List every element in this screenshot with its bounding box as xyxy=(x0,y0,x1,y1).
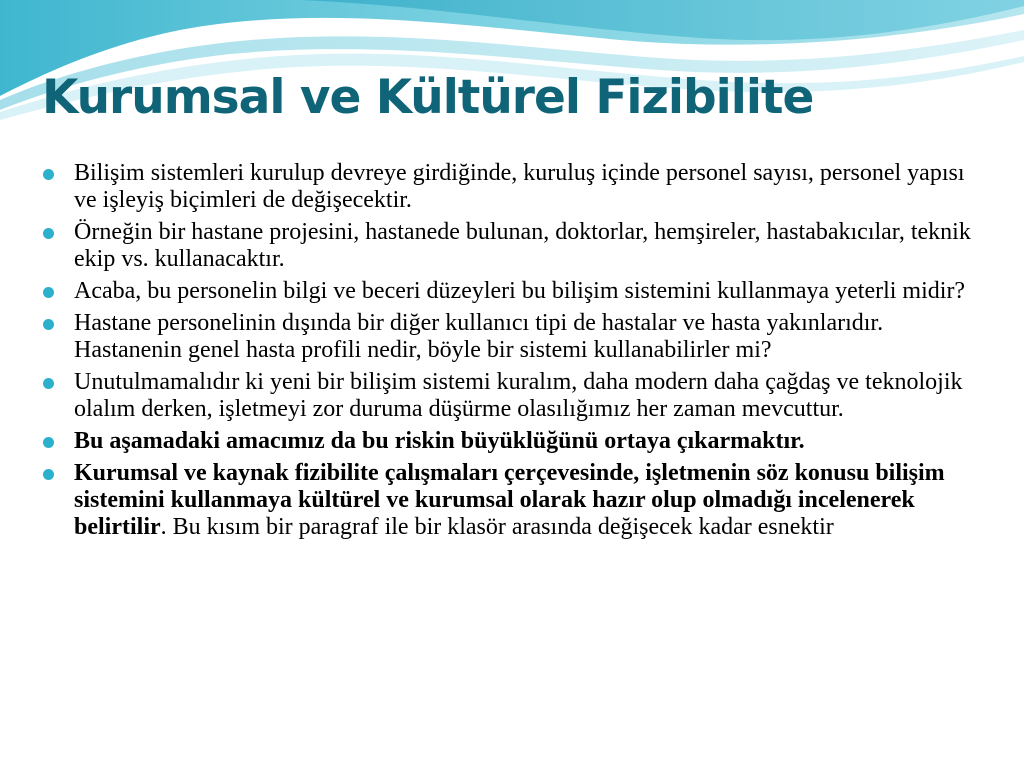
bullet-text-bold: Kurumsal ve kaynak fizibilite çalışmaları çerçevesinde, işletmenin söz konusu bilişim sistemini kullanmaya kültürel ve kurumsal olarak hazır olup olmadığı incelenerek belirtilir xyxy=(74,460,945,540)
bullet-text: Hastane personelinin dışında bir diğer kullanıcı tipi de hastalar ve hasta yakınlarıdır. Hastanenin genel hasta profili nedir, böyle bir sistemi kullanabilirler mi? xyxy=(74,310,884,363)
bullet-item xyxy=(40,219,990,273)
bullet-text: Unutulmamalıdır ki yeni bir bilişim sistemi kuralım, daha modern daha çağdaş ve teknolojik olalım derken, işletmeyi zor duruma düşürme olasılığımız her zaman mevcuttur. xyxy=(74,369,963,422)
bullet-item xyxy=(40,428,990,455)
bullet-item xyxy=(40,310,990,364)
bullet-dot-icon xyxy=(43,228,54,239)
bullet-dot-icon xyxy=(43,378,54,389)
bullet-dot-icon xyxy=(43,287,54,298)
bullet-item xyxy=(40,278,990,305)
bullet-item xyxy=(40,160,990,214)
bullet-text: Acaba, bu personelin bilgi ve beceri düzeyleri bu bilişim sistemini kullanmaya yeterli midir? xyxy=(74,278,966,304)
bullet-dot-icon xyxy=(43,437,54,448)
slide-title: Kurumsal ve Kültürel Fizibilite xyxy=(42,70,814,125)
bullet-dot-icon xyxy=(43,319,54,330)
bullet-item xyxy=(40,460,990,541)
bullet-text: . Bu kısım bir paragraf ile bir klasör arasında değişecek kadar esnektir xyxy=(160,514,834,540)
bullet-dot-icon xyxy=(43,469,54,480)
bullet-text: Örneğin bir hastane projesini, hastanede bulunan, doktorlar, hemşireler, hastabakıcılar, teknik ekip vs. kullanacaktır. xyxy=(74,219,971,272)
bullet-item xyxy=(40,369,990,423)
bullet-dot-icon xyxy=(43,169,54,180)
bullet-text: Bilişim sistemleri kurulup devreye girdiğinde, kuruluş içinde personel sayısı, personel yapısı ve işleyiş biçimleri de değişecektir. xyxy=(74,160,965,213)
bullet-text-bold: Bu aşamadaki amacımız da bu riskin büyüklüğünü ortaya çıkarmaktır. xyxy=(74,428,805,454)
bullet-list xyxy=(40,160,990,546)
